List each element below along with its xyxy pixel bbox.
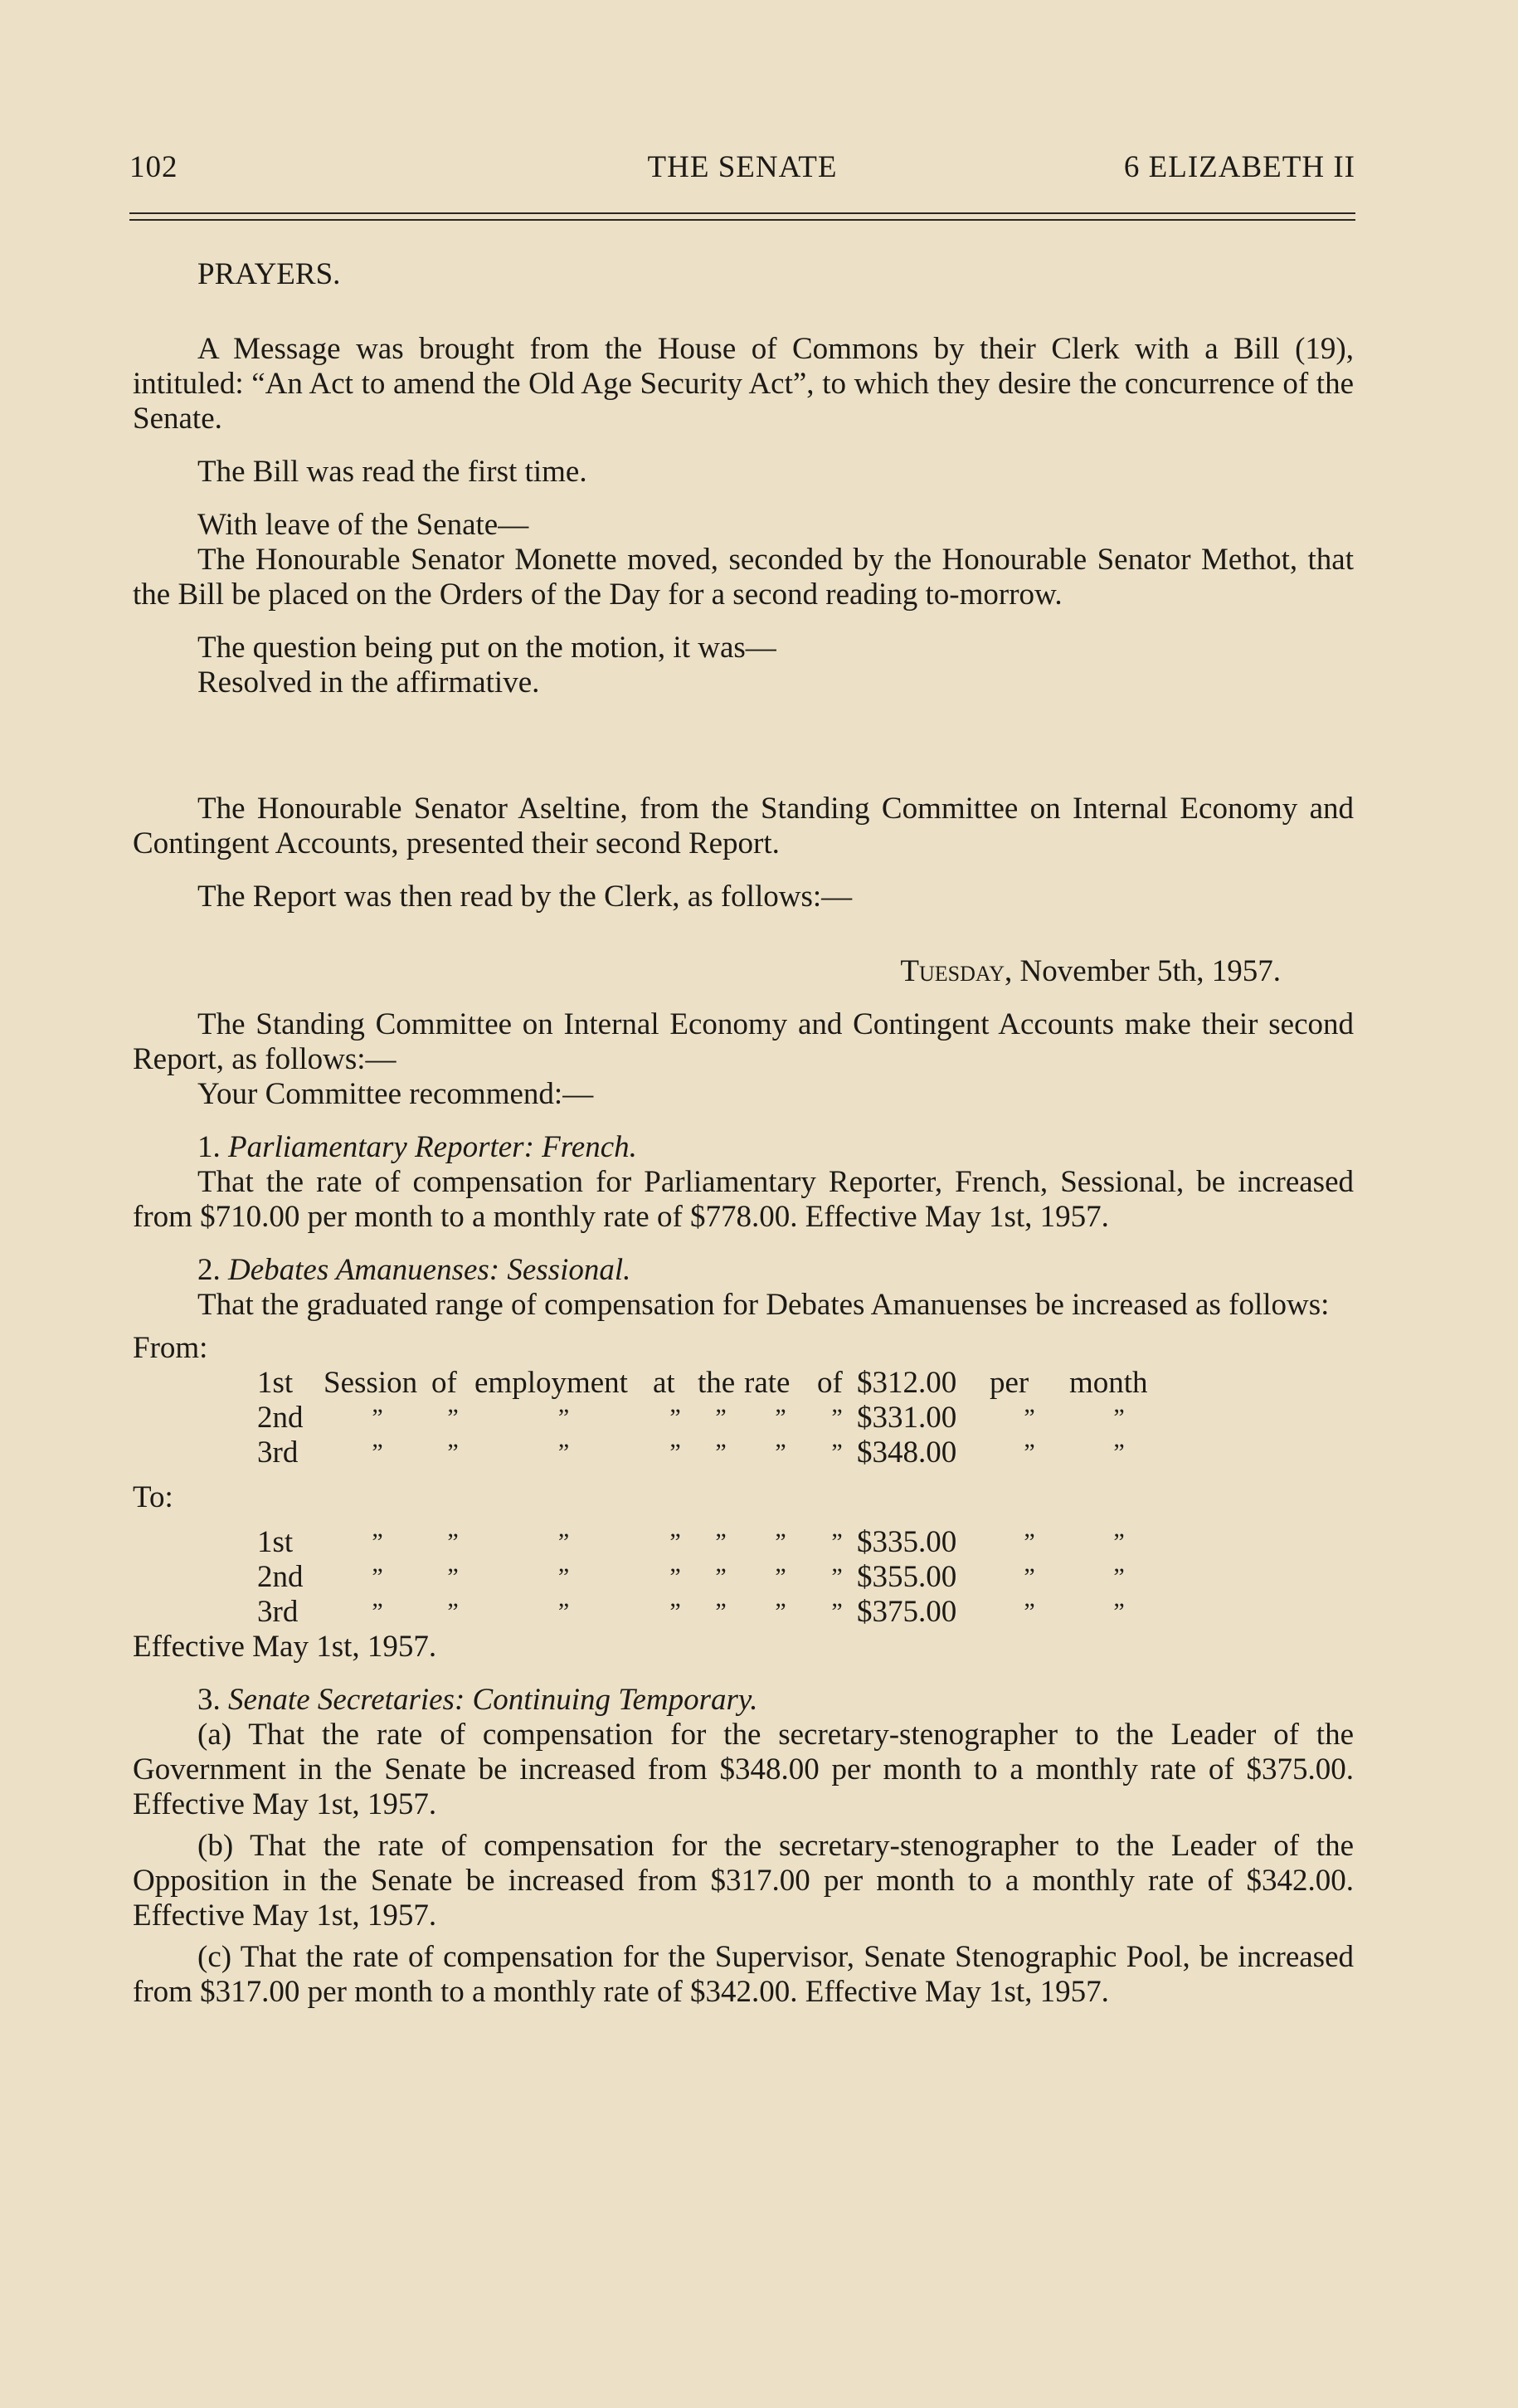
item-3a: (a) That the rate of compensation for the secretary-stenographer to the Leader of the Government in the Senate be increased from $348.00 per month to a monthly rate of $375.00. Effective May 1st, 1957. [133, 1718, 1354, 1821]
ditto-mark: ” [447, 1598, 459, 1626]
page-title: THE SENATE [647, 150, 838, 184]
rate-cell: $348.00 [857, 1436, 957, 1470]
rate-cell: $335.00 [857, 1525, 957, 1559]
ditto-mark: ” [669, 1598, 681, 1626]
ditto-mark: ” [715, 1528, 727, 1556]
to-row-1 [257, 1525, 1169, 1560]
item-2-effective: Effective May 1st, 1957. [133, 1630, 437, 1664]
ditto-mark: ” [1113, 1598, 1125, 1626]
ditto-mark: ” [831, 1563, 843, 1591]
ditto-mark: ” [557, 1528, 570, 1556]
item-2-num: 2. [197, 1253, 228, 1287]
to-label: To: [133, 1480, 173, 1514]
ditto-mark: ” [831, 1404, 843, 1431]
item-1-num: 1. [197, 1130, 228, 1164]
ditto-mark: ” [715, 1598, 727, 1626]
ditto-mark: ” [447, 1404, 459, 1431]
report-read-line: The Report was then read by the Clerk, as follows:— [197, 880, 853, 914]
ditto-mark: ” [669, 1439, 681, 1466]
rate-cell: $375.00 [857, 1595, 957, 1629]
to-row-2 [257, 1560, 1169, 1595]
leave-line: With leave of the Senate— [197, 508, 529, 542]
rate-cell: $331.00 [857, 1401, 957, 1435]
from-rate-table [257, 1366, 1169, 1470]
session-cell: 1st [257, 1366, 294, 1400]
ditto-mark: ” [372, 1598, 383, 1626]
item-3c: (c) That the rate of compensation for the Supervisor, Senate Stenographic Pool, be increased from $317.00 per month to a monthly rate of $342.00. Effective May 1st, 1957. [133, 1940, 1354, 2009]
word-per: per [990, 1366, 1029, 1400]
report-date-rest: November 5th, 1957. [1012, 954, 1281, 988]
ditto-mark: ” [1024, 1528, 1035, 1556]
ditto-mark: ” [775, 1439, 786, 1466]
motion-paragraph: The Honourable Senator Monette moved, seconded by the Honourable Senator Methot, that the Bill be placed on the Orders of the Day for a second reading to-morrow. [133, 543, 1354, 612]
committee-paragraph: The Standing Committee on Internal Economy and Contingent Accounts make their second Report, as follows:— [133, 1007, 1354, 1076]
rate-cell: $312.00 [857, 1366, 957, 1400]
ditto-mark: ” [831, 1598, 843, 1626]
item-2-title: Debates Amanuenses: Sessional. [228, 1253, 631, 1287]
session-cell: 3rd [257, 1436, 299, 1470]
to-row-3 [257, 1595, 1169, 1630]
item-2-heading [133, 1253, 1354, 1288]
ditto-mark: ” [715, 1439, 727, 1466]
page-number: 102 [129, 150, 178, 184]
ditto-mark: ” [1113, 1439, 1125, 1466]
ditto-mark: ” [372, 1404, 383, 1431]
ditto-mark: ” [372, 1528, 383, 1556]
item-2-text: That the graduated range of compensation for Debates Amanuenses be increased as follows: [197, 1288, 1330, 1322]
ditto-mark: ” [775, 1404, 786, 1431]
ditto-mark: ” [831, 1528, 843, 1556]
ditto-mark: ” [1113, 1563, 1125, 1591]
item-1-text: That the rate of compensation for Parliamentary Reporter, French, Sessional, be increased from $710.00 per month to a monthly rate of $778.00. Effective May 1st, 1957. [133, 1165, 1354, 1234]
ditto-mark: ” [775, 1528, 786, 1556]
item-1-heading [133, 1130, 1354, 1165]
prayers-heading: PRAYERS. [197, 257, 341, 291]
ditto-mark: ” [557, 1439, 570, 1466]
word-session: Session [324, 1366, 418, 1400]
word-of-2: of [817, 1366, 843, 1400]
ditto-mark: ” [831, 1439, 843, 1466]
ditto-mark: ” [372, 1439, 383, 1466]
page-body [133, 257, 1354, 2010]
ditto-mark: ” [1024, 1598, 1035, 1626]
aseltine-paragraph: The Honourable Senator Aseltine, from the Standing Committee on Internal Economy and Contingent Accounts, presented their second Report. [133, 792, 1354, 860]
report-date-day: Tuesday, [900, 954, 1013, 988]
item-3-num: 3. [197, 1683, 228, 1717]
from-row-2 [257, 1401, 1169, 1436]
session-cell: 2nd [257, 1560, 304, 1594]
first-reading: The Bill was read the first time. [197, 455, 587, 489]
ditto-mark: ” [557, 1598, 570, 1626]
resolved-line: Resolved in the affirmative. [197, 665, 540, 699]
item-3b: (b) That the rate of compensation for the secretary-stenographer to the Leader of the Opposition in the Senate be increased from $317.00 per month to a monthly rate of $342.00. Effective May 1st, 1957. [133, 1829, 1354, 1933]
message-paragraph: A Message was brought from the House of Commons by their Clerk with a Bill (19), intituled: “An Act to amend the Old Age Security Act”, to which they desire the concurrence of the Senate. [133, 332, 1354, 436]
ditto-mark: ” [447, 1439, 459, 1466]
regnal-year: 6 ELIZABETH II [1123, 150, 1355, 184]
word-rate: rate [744, 1366, 791, 1400]
item-3-title: Senate Secretaries: Continuing Temporary. [228, 1683, 758, 1717]
ditto-mark: ” [557, 1563, 570, 1591]
ditto-mark: ” [1024, 1439, 1035, 1466]
from-label: From: [133, 1331, 208, 1365]
ditto-mark: ” [557, 1404, 570, 1431]
ditto-mark: ” [715, 1404, 727, 1431]
report-date [133, 954, 1354, 989]
item-1-title: Parliamentary Reporter: French. [228, 1130, 637, 1164]
ditto-mark: ” [1024, 1563, 1035, 1591]
question-line: The question being put on the motion, it was— [197, 631, 776, 665]
ditto-mark: ” [775, 1563, 786, 1591]
word-the: the [698, 1366, 736, 1400]
header-rule-bottom [129, 219, 1355, 221]
ditto-mark: ” [1024, 1404, 1035, 1431]
ditto-mark: ” [447, 1563, 459, 1591]
ditto-mark: ” [447, 1528, 459, 1556]
rate-cell: $355.00 [857, 1560, 957, 1594]
ditto-mark: ” [715, 1563, 727, 1591]
session-cell: 2nd [257, 1401, 304, 1435]
ditto-mark: ” [669, 1563, 681, 1591]
session-cell: 3rd [257, 1595, 299, 1629]
session-cell: 1st [257, 1525, 294, 1559]
header-rule-top [129, 212, 1355, 214]
ditto-mark: ” [669, 1404, 681, 1431]
from-row-3 [257, 1436, 1169, 1470]
from-row-1 [257, 1366, 1169, 1401]
ditto-mark: ” [775, 1598, 786, 1626]
ditto-mark: ” [1113, 1404, 1125, 1431]
word-month: month [1069, 1366, 1148, 1400]
recommend-line: Your Committee recommend:— [197, 1077, 594, 1111]
word-of: of [431, 1366, 457, 1400]
item-3-heading [133, 1683, 1354, 1718]
to-rate-table [257, 1525, 1169, 1630]
word-at: at [653, 1366, 675, 1400]
ditto-mark: ” [372, 1563, 383, 1591]
ditto-mark: ” [669, 1528, 681, 1556]
ditto-mark: ” [1113, 1528, 1125, 1556]
word-employment: employment [474, 1366, 628, 1400]
